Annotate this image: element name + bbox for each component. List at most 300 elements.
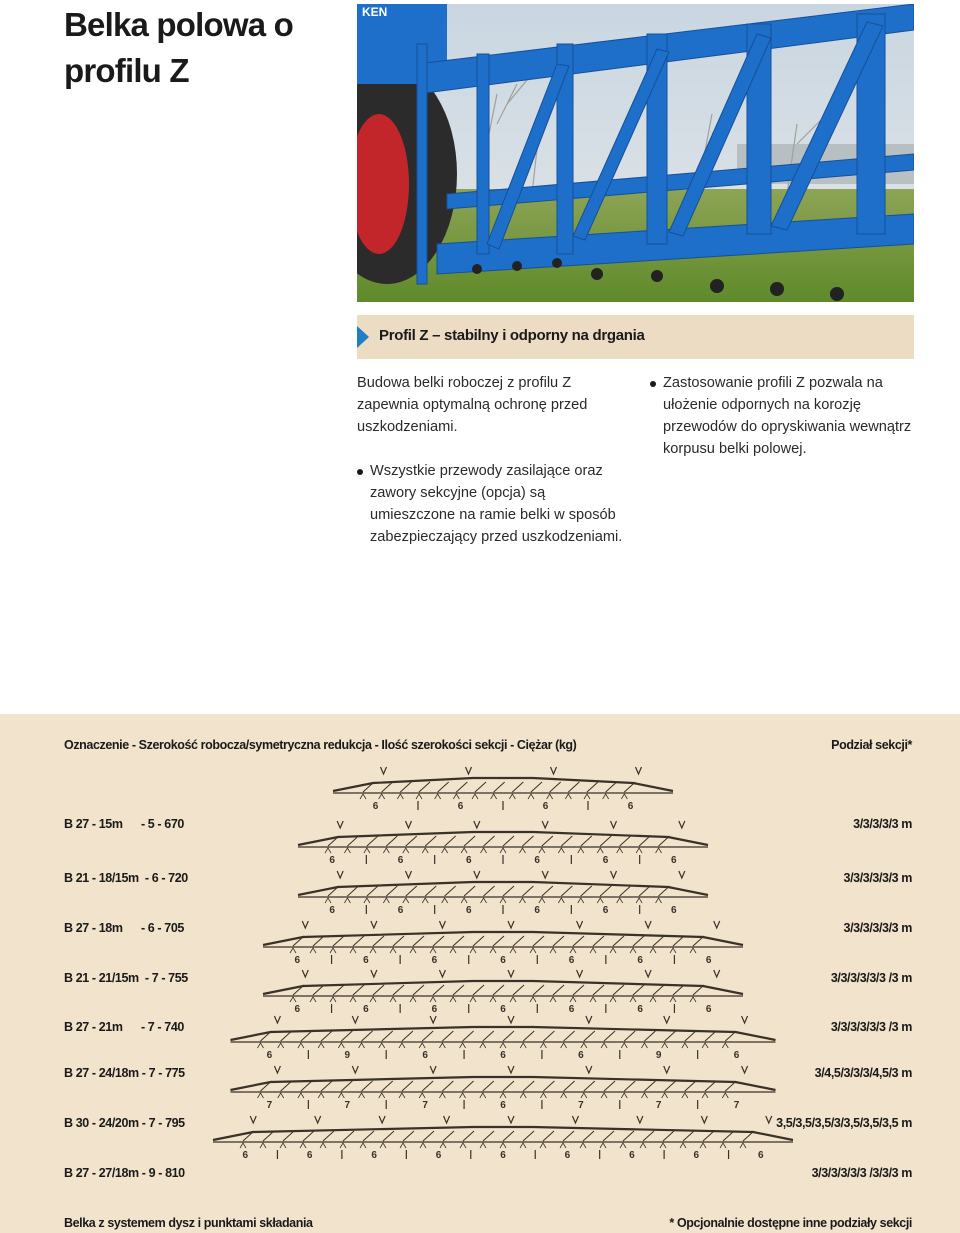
boom-schematic: [333, 767, 673, 812]
truss-brace: [362, 1081, 373, 1091]
nozzle-mark: [419, 1093, 425, 1098]
nozzle-mark: [410, 997, 416, 1002]
nozzle-mark: [500, 848, 506, 853]
truss-brace: [522, 886, 533, 896]
section-width-number: 6: [466, 855, 472, 866]
truss-brace: [442, 1031, 453, 1041]
nozzle-mark: [300, 1143, 306, 1148]
truss-brace: [685, 1081, 696, 1091]
fold-point-mark: [645, 970, 651, 977]
nozzle-mark: [547, 794, 553, 799]
nozzle-mark: [662, 1043, 668, 1048]
fold-point-mark: [352, 1016, 358, 1023]
nozzle-mark: [636, 898, 642, 903]
boom-model-label: B 27 - 18m - 6 - 705: [64, 921, 184, 935]
nozzle-mark: [310, 997, 316, 1002]
fold-point-mark: [551, 767, 557, 774]
truss-brace: [550, 782, 561, 792]
nozzle-mark: [460, 1143, 466, 1148]
fold-point-mark: [274, 1016, 280, 1023]
nozzle-mark: [630, 948, 636, 953]
truss-brace: [406, 836, 417, 846]
nozzle-mark: [680, 1143, 686, 1148]
section-division-label: 3/3/3/3/3/3 m: [843, 871, 912, 885]
section-width-number: 6: [564, 1150, 571, 1161]
nozzle-mark: [240, 1143, 246, 1148]
fold-point-mark: [508, 1066, 514, 1073]
nozzle-mark: [422, 898, 428, 903]
truss-brace: [583, 1131, 594, 1141]
section-heading: Profil Z – stabilny i odporny na drgania: [379, 327, 645, 344]
nozzle-mark: [338, 1043, 344, 1048]
section-width-number: 6: [329, 855, 335, 866]
nozzle-mark: [702, 1093, 708, 1098]
truss-brace: [473, 985, 484, 995]
nozzle-mark: [344, 848, 350, 853]
section-width-number: 6: [457, 801, 464, 812]
truss-brace: [442, 1081, 453, 1091]
fold-point-mark: [250, 1116, 256, 1123]
truss-brace: [423, 1131, 434, 1141]
nozzle-mark: [509, 794, 515, 799]
fold-point-mark: [577, 921, 583, 928]
fold-point-mark: [572, 1116, 578, 1123]
nozzle-mark: [621, 1093, 627, 1098]
section-division-label: 3/3/3/3/3/3 /3 m: [830, 1020, 912, 1034]
truss-brace: [475, 782, 486, 792]
nozzle-mark: [379, 1093, 385, 1098]
nozzle-mark: [397, 794, 403, 799]
nozzle-mark: [539, 848, 545, 853]
truss-brace: [393, 936, 404, 946]
fold-point-mark: [636, 767, 642, 774]
nozzle-mark: [601, 1043, 607, 1048]
fold-point-mark: [337, 821, 343, 828]
boom-top-rail: [333, 778, 673, 791]
nozzle-mark: [558, 898, 564, 903]
truss-brace: [483, 1081, 494, 1091]
fold-point-mark: [508, 1116, 514, 1123]
section-division-label: 3/3/3/3/3 m: [853, 817, 912, 831]
section-division-label: 3/4,5/3/3/3/4,5/3 m: [814, 1066, 912, 1080]
truss-brace: [353, 985, 364, 995]
nozzle-mark: [383, 848, 389, 853]
truss-brace: [464, 836, 475, 846]
section-width-number: 6: [242, 1150, 249, 1161]
section-division-label: 3,5/3,5/3,5/3/3,5/3,5/3,5 m: [776, 1116, 912, 1130]
page-title: Belka polowa o profilu Z: [64, 6, 294, 89]
nozzle-mark: [480, 1043, 486, 1048]
boom-model-label: B 21 - 21/15m - 7 - 755: [64, 971, 188, 985]
nozzle-mark: [590, 948, 596, 953]
fold-point-mark: [645, 921, 651, 928]
truss-brace: [413, 936, 424, 946]
nozzle-mark: [453, 794, 459, 799]
nozzle-mark: [520, 1043, 526, 1048]
nozzle-mark: [298, 1043, 304, 1048]
section-width-number: 6: [466, 905, 472, 916]
section-width-number: 6: [363, 955, 369, 966]
nozzle-mark: [560, 1143, 566, 1148]
truss-brace: [341, 1081, 352, 1091]
truss-brace: [503, 1131, 514, 1141]
bullet-item: Zastosowanie profili Z pozwala na ułożenie odpornych na korozję przewodów do opryskiwania wewnątrz korpusu belki polowej.: [650, 372, 912, 460]
truss-brace: [464, 886, 475, 896]
nozzle-mark: [364, 898, 370, 903]
fold-point-mark: [611, 871, 617, 878]
fold-point-mark: [542, 821, 548, 828]
section-width-number: 6: [294, 955, 301, 966]
truss-brace: [644, 1081, 655, 1091]
section-width-number: 6: [568, 1004, 575, 1015]
truss-brace: [386, 886, 397, 896]
fold-point-mark: [315, 1116, 321, 1123]
truss-brace: [403, 1131, 414, 1141]
truss-brace: [367, 836, 378, 846]
nozzle-mark: [383, 898, 389, 903]
nozzle-mark: [399, 1093, 405, 1098]
boom-specs-panel: [0, 714, 960, 1233]
fold-point-mark: [337, 871, 343, 878]
fold-point-mark: [611, 821, 617, 828]
truss-brace: [643, 1131, 654, 1141]
nozzle-mark: [481, 848, 487, 853]
section-width-number: 6: [627, 801, 634, 812]
nozzle-mark: [318, 1093, 324, 1098]
sprayer-boom-image: [357, 4, 914, 302]
truss-brace: [406, 886, 417, 896]
truss-brace: [453, 985, 464, 995]
nozzle-mark: [617, 898, 623, 903]
nozzle-mark: [370, 997, 376, 1002]
section-width-number: 6: [693, 1150, 700, 1161]
truss-brace: [542, 886, 553, 896]
nozzle-mark: [578, 848, 584, 853]
nozzle-mark: [439, 1043, 445, 1048]
nozzle-mark: [338, 1093, 344, 1098]
intro-paragraph: Budowa belki roboczej z profilu Z zapewnia optymalną ochronę przed uszkodzeniami.: [357, 375, 588, 435]
nozzle-mark: [720, 1143, 726, 1148]
fold-point-mark: [371, 921, 377, 928]
fold-point-mark: [406, 871, 412, 878]
nozzle-mark: [500, 1043, 506, 1048]
footer-note-left: Belka z systemem dysz i punktami składania: [64, 1216, 313, 1230]
nozzle-mark: [656, 848, 662, 853]
nozzle-mark: [690, 997, 696, 1002]
fold-point-mark: [302, 921, 308, 928]
nozzle-mark: [310, 948, 316, 953]
truss-brace: [445, 836, 456, 846]
section-width-number: 9: [655, 1050, 662, 1061]
nozzle-mark: [290, 948, 296, 953]
truss-brace: [283, 1131, 294, 1141]
boom-photo: [357, 4, 914, 302]
truss-brace: [600, 886, 611, 896]
nozzle-mark: [360, 1143, 366, 1148]
truss-brace: [419, 782, 430, 792]
boom-model-label: B 30 - 24/20m - 7 - 795: [64, 1116, 185, 1130]
truss-brace: [523, 1081, 534, 1091]
nozzle-mark: [601, 1093, 607, 1098]
boom-schematic: [298, 821, 708, 866]
fold-point-mark: [474, 821, 480, 828]
truss-brace: [584, 1031, 595, 1041]
nozzle-mark: [510, 948, 516, 953]
arrow-right-icon: [357, 326, 369, 348]
nozzle-mark: [630, 997, 636, 1002]
truss-brace: [561, 886, 572, 896]
nozzle-mark: [610, 948, 616, 953]
truss-brace: [683, 1131, 694, 1141]
nozzle-mark: [422, 848, 428, 853]
truss-brace: [620, 836, 631, 846]
nozzle-mark: [480, 1143, 486, 1148]
section-width-number: 6: [500, 1004, 506, 1015]
nozzle-mark: [670, 948, 676, 953]
section-width-number: 6: [705, 1004, 712, 1015]
nozzle-mark: [472, 794, 478, 799]
truss-brace: [584, 1081, 595, 1091]
section-width-number: 6: [671, 905, 677, 916]
truss-brace: [644, 1031, 655, 1041]
nozzle-mark: [702, 1043, 708, 1048]
section-width-number: 6: [671, 855, 677, 866]
fold-point-mark: [430, 1066, 436, 1073]
section-width-number: 6: [266, 1050, 273, 1061]
truss-brace: [703, 1131, 714, 1141]
nozzle-mark: [364, 848, 370, 853]
nozzle-mark: [360, 794, 366, 799]
fold-point-mark: [474, 871, 480, 878]
section-width-number: 6: [568, 955, 575, 966]
truss-brace: [663, 1131, 674, 1141]
fold-point-mark: [714, 921, 720, 928]
fold-point-mark: [352, 1066, 358, 1073]
truss-brace: [483, 1131, 494, 1141]
nozzle-mark: [656, 898, 662, 903]
nozzle-mark: [481, 898, 487, 903]
fold-point-mark: [586, 1066, 592, 1073]
truss-brace: [533, 936, 544, 946]
nozzle-mark: [550, 948, 556, 953]
truss-brace: [633, 985, 644, 995]
nozzle-mark: [330, 948, 336, 953]
nozzle-mark: [600, 1143, 606, 1148]
section-width-number: 7: [578, 1100, 584, 1111]
nozzle-mark: [561, 1093, 567, 1098]
nozzle-mark: [450, 948, 456, 953]
truss-brace: [665, 1031, 676, 1041]
truss-brace: [373, 985, 384, 995]
truss-brace: [503, 1081, 514, 1091]
truss-brace: [705, 1031, 716, 1041]
truss-brace: [333, 936, 344, 946]
nozzle-mark: [470, 997, 476, 1002]
nozzle-mark: [298, 1093, 304, 1098]
nozzle-mark: [700, 1143, 706, 1148]
truss-brace: [321, 1081, 332, 1091]
nozzle-mark: [280, 1143, 286, 1148]
truss-brace: [531, 782, 542, 792]
section-width-number: 6: [602, 855, 609, 866]
nozzle-mark: [662, 1093, 668, 1098]
nozzle-mark: [350, 948, 356, 953]
nozzle-mark: [565, 794, 571, 799]
section-width-number: 7: [266, 1100, 273, 1111]
nozzle-mark: [500, 898, 506, 903]
boom-model-label: B 27 - 21m - 7 - 740: [64, 1020, 184, 1034]
boom-top-rail: [263, 981, 743, 994]
nozzle-mark: [450, 997, 456, 1002]
boom-schematic: [213, 1116, 793, 1161]
boom-top-rail: [263, 932, 743, 945]
nozzle-mark: [318, 1043, 324, 1048]
boom-model-label: B 27 - 27/18m - 9 - 810: [64, 1166, 185, 1180]
nozzle-mark: [540, 1093, 546, 1098]
section-width-number: 6: [542, 801, 549, 812]
section-width-number: 6: [534, 905, 540, 916]
nozzle-mark: [570, 948, 576, 953]
fold-point-mark: [586, 1016, 592, 1023]
section-width-number: 6: [397, 855, 404, 866]
boom-model-label: B 27 - 15m - 5 - 670: [64, 817, 184, 831]
fold-point-mark: [439, 970, 445, 977]
truss-brace: [402, 1081, 413, 1091]
section-width-number: 6: [578, 1050, 584, 1061]
truss-brace: [484, 886, 495, 896]
nozzle-mark: [325, 898, 331, 903]
nozzle-mark: [379, 1043, 385, 1048]
nozzle-mark: [278, 1093, 284, 1098]
nozzle-mark: [640, 1143, 646, 1148]
section-width-number: 7: [422, 1100, 428, 1111]
section-width-number: 7: [344, 1100, 351, 1111]
nozzle-mark: [581, 1093, 587, 1098]
truss-brace: [422, 1081, 433, 1091]
nozzle-mark: [370, 948, 376, 953]
truss-brace: [568, 782, 579, 792]
truss-brace: [613, 985, 624, 995]
nozzle-mark: [420, 1143, 426, 1148]
bullet-item: Wszystkie przewody zasilające oraz zawory sekcyjne (opcja) są umieszczone na ramie belki w sposób zabezpieczający przed uszkodzeniami.: [357, 460, 627, 548]
fold-point-mark: [508, 970, 514, 977]
footer-note-right: * Opcjonalnie dostępne inne podziały sekcji: [669, 1216, 912, 1230]
truss-brace: [463, 1131, 474, 1141]
truss-brace: [603, 1131, 614, 1141]
truss-brace: [543, 1081, 554, 1091]
nozzle-mark: [682, 1043, 688, 1048]
truss-brace: [400, 782, 411, 792]
truss-brace: [341, 1031, 352, 1041]
section-width-number: 6: [422, 1050, 428, 1061]
fold-point-mark: [439, 921, 445, 928]
nozzle-mark: [410, 948, 416, 953]
nozzle-mark: [390, 997, 396, 1002]
truss-brace: [503, 886, 514, 896]
truss-brace: [367, 886, 378, 896]
fold-point-mark: [508, 921, 514, 928]
nozzle-mark: [325, 848, 331, 853]
fold-point-mark: [444, 1116, 450, 1123]
truss-brace: [363, 1131, 374, 1141]
truss-brace: [321, 1031, 332, 1041]
section-width-number: 6: [431, 1004, 438, 1015]
truss-brace: [443, 1131, 454, 1141]
truss-brace: [456, 782, 467, 792]
truss-brace: [665, 1081, 676, 1091]
nozzle-mark: [500, 1093, 506, 1098]
nozzle-mark: [597, 848, 603, 853]
nozzle-mark: [290, 997, 296, 1002]
truss-brace: [512, 782, 523, 792]
section-width-number: 7: [733, 1100, 740, 1111]
truss-brace: [620, 886, 631, 896]
nozzle-mark: [260, 1143, 266, 1148]
fold-point-mark: [542, 871, 548, 878]
section-width-number: 6: [705, 955, 712, 966]
nozzle-mark: [578, 898, 584, 903]
boom-schematic: [231, 1016, 776, 1061]
truss-brace: [593, 985, 604, 995]
section-width-number: 6: [637, 1004, 643, 1015]
nozzle-mark: [500, 1143, 506, 1148]
section-width-number: 6: [757, 1150, 764, 1161]
nozzle-mark: [519, 848, 525, 853]
section-width-number: 6: [397, 905, 404, 916]
truss-brace: [639, 836, 650, 846]
fold-point-mark: [766, 1116, 772, 1123]
nozzle-mark: [581, 1043, 587, 1048]
nozzle-mark: [621, 794, 627, 799]
nozzle-mark: [540, 1043, 546, 1048]
nozzle-mark: [603, 794, 609, 799]
nozzle-mark: [621, 1043, 627, 1048]
truss-brace: [604, 1081, 615, 1091]
truss-brace: [301, 1031, 312, 1041]
fold-point-mark: [664, 1016, 670, 1023]
nozzle-mark: [540, 1143, 546, 1148]
nozzle-mark: [461, 898, 467, 903]
truss-brace: [402, 1031, 413, 1041]
fold-point-mark: [508, 1016, 514, 1023]
truss-brace: [573, 936, 584, 946]
boom-schematic: [263, 970, 743, 1015]
truss-brace: [343, 1131, 354, 1141]
truss-brace: [653, 936, 664, 946]
truss-brace: [523, 1131, 534, 1141]
nozzle-mark: [442, 848, 448, 853]
truss-brace: [493, 985, 504, 995]
truss-brace: [573, 985, 584, 995]
truss-brace: [705, 1081, 716, 1091]
truss-brace: [563, 1131, 574, 1141]
nozzle-mark: [722, 1093, 728, 1098]
nozzle-mark: [440, 1143, 446, 1148]
nozzle-mark: [278, 1043, 284, 1048]
truss-brace: [513, 985, 524, 995]
section-width-number: 6: [363, 1004, 369, 1015]
nozzle-mark: [379, 794, 385, 799]
truss-brace: [463, 1031, 474, 1041]
nozzle-mark: [550, 997, 556, 1002]
truss-brace: [484, 836, 495, 846]
boom-model-label: B 27 - 24/18m - 7 - 775: [64, 1066, 185, 1080]
truss-brace: [564, 1081, 575, 1091]
nozzle-mark: [461, 848, 467, 853]
section-width-number: 6: [637, 955, 643, 966]
nozzle-mark: [519, 898, 525, 903]
fold-point-mark: [637, 1116, 643, 1123]
